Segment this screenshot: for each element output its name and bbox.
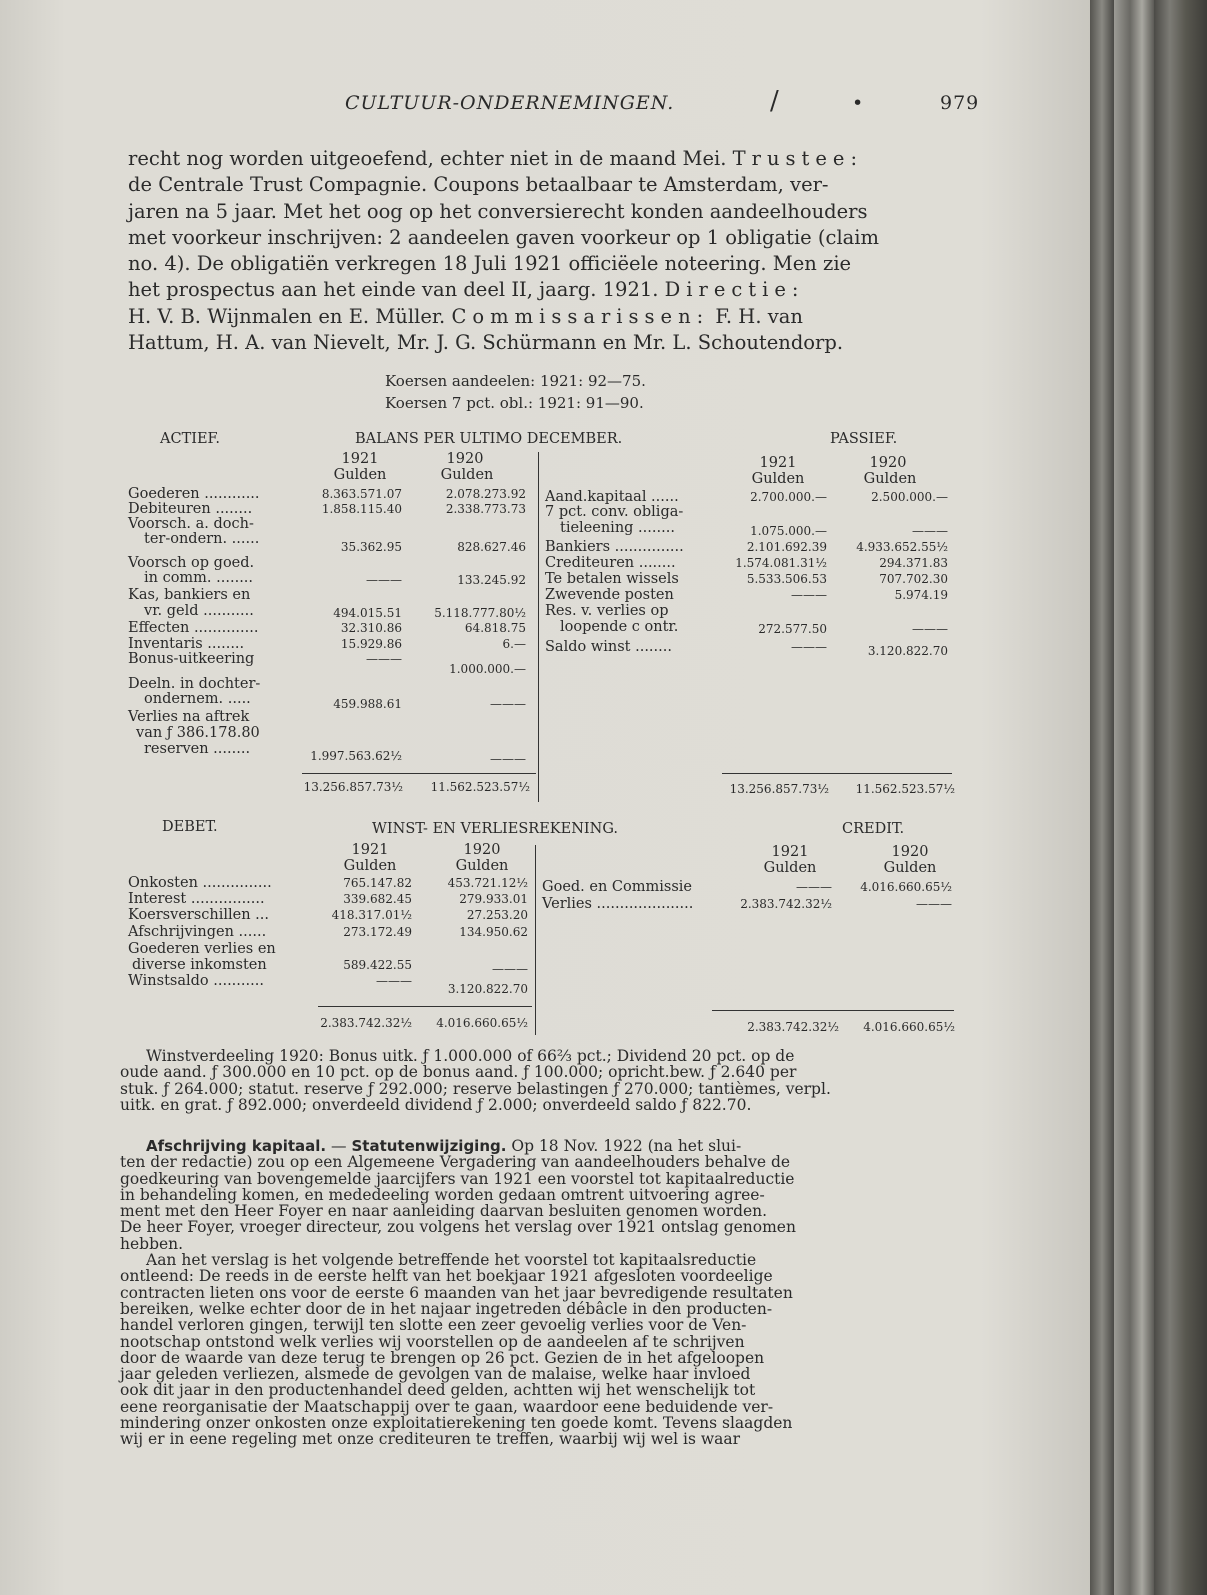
actief-total-1920: 11.562.523.57½	[430, 780, 530, 794]
section-line: ten der redactie) zou op een Algemeene Vergadering van aandeelhouders behalve de	[120, 1153, 791, 1172]
column-rule	[535, 845, 536, 1035]
winst-title: WINST- EN VERLIESREKENING.	[372, 821, 618, 837]
actief-value-1920: 2.078.273.92	[445, 487, 526, 501]
debet-value-1921: 418.317.01½	[331, 908, 412, 922]
actief-value-1921: 8.363.571.07	[321, 487, 402, 501]
credit-total-1921: 2.383.742.32½	[747, 1020, 839, 1034]
intro-line: de Centrale Trust Compagnie. Coupons betaalbaar te Amsterdam, ver-	[128, 173, 829, 197]
passief-value-1921: ———	[791, 640, 827, 654]
col-unit: Gulden	[751, 471, 805, 487]
col-year: 1920	[446, 451, 484, 467]
actief-value-1921: 1.858.115.40	[321, 502, 402, 516]
actief-value-1921: 1.997.563.62½	[310, 749, 402, 763]
actief-value-1921: ———	[366, 573, 402, 587]
credit-value-1920: 4.016.660.65½	[860, 880, 952, 894]
intro-line: jaren na 5 jaar. Met het oog op het conversierecht konden aandeelhouders	[128, 199, 868, 223]
debet-label: Onkosten ...............	[128, 875, 272, 891]
section-line: goedkeuring van bovengemelde jaarcijfers van 1921 een voorstel tot kapitaalreductie	[120, 1169, 795, 1188]
passief-label: 7 pct. conv. obliga-	[545, 504, 684, 520]
intro-line: met voorkeur inschrijven: 2 aandeelen gaven voorkeur op 1 obligatie (claim	[128, 225, 880, 249]
intro-paragraph	[128, 146, 968, 356]
passief-value-1921: 5.533.506.53	[746, 572, 827, 586]
col-unit: Gulden	[333, 467, 387, 483]
afschrijving-section	[120, 1138, 960, 1448]
debet-value-1921: 273.172.49	[343, 925, 412, 939]
koersen-aandeelen: Koersen aandeelen: 1921: 92—75.	[385, 372, 646, 390]
passief-value-1921: 1.075.000.—	[750, 524, 827, 538]
section-line: hebben.	[120, 1234, 184, 1253]
pencil-mark: /	[770, 86, 780, 116]
koersen-obligaties: Koersen 7 pct. obl.: 1921: 91—90.	[385, 394, 644, 412]
credit-value-1921: ———	[796, 880, 832, 894]
actief-value-1921: 459.988.61	[333, 697, 402, 711]
running-header: CULTUUR-ONDERNEMINGEN.	[345, 92, 675, 114]
col-year: 1921	[341, 451, 379, 467]
actief-label: Effecten ..............	[128, 620, 259, 636]
actief-value-1920: 6.—	[502, 637, 526, 651]
col-unit: Gulden	[440, 467, 494, 483]
debet-value-1920: ———	[492, 962, 528, 976]
page-number: 979	[940, 92, 980, 114]
actief-value-1920: 1.000.000.—	[449, 662, 526, 676]
balans-title: BALANS PER ULTIMO DECEMBER.	[355, 431, 623, 447]
actief-label: Debiteuren ........	[128, 501, 253, 517]
passief-value-1921: 1.574.081.31½	[735, 556, 827, 570]
debet-value-1921: ———	[376, 974, 412, 988]
section-line: De heer Foyer, vroeger directeur, zou volgens het verslag over 1921 ontslag genomen	[120, 1218, 796, 1237]
actief-label: in comm. ........	[144, 570, 254, 586]
debet-value-1920: 134.950.62	[459, 925, 528, 939]
debet-value-1920: 453.721.12½	[447, 876, 528, 890]
note-line: uitk. en grat. ƒ 892.000; onverdeeld dividend ƒ 2.000; onverdeeld saldo ƒ 822.70.	[120, 1095, 752, 1114]
col-year: 1920	[891, 844, 929, 860]
debet-heading: DEBET.	[162, 819, 218, 835]
section-line: ment met den Heer Foyer en naar aanleiding daarvan besluiten genomen worden.	[120, 1202, 768, 1221]
section-heading: Afschrijving kapitaal.	[146, 1137, 327, 1155]
debet-value-1921: 339.682.45	[343, 892, 412, 906]
intro-line: Hattum, H. A. van Nievelt, Mr. J. G. Schürmann en Mr. L. Schoutendorp.	[128, 331, 844, 355]
debet-total-1921: 2.383.742.32½	[320, 1016, 412, 1030]
section-line: contracten lieten ons voor de eerste 6 maanden van het jaar bevredigende resultaten	[120, 1283, 793, 1302]
actief-label: Deeln. in dochter-	[128, 676, 261, 692]
section-line: nootschap ontstond welk verlies wij voorstellen op de aandeelen af te schrijven	[120, 1332, 745, 1351]
debet-value-1921: 765.147.82	[343, 876, 412, 890]
intro-line: recht nog worden uitgeoefend, echter niet in de maand Mei. Trustee:	[128, 147, 864, 170]
debet-value-1920: 3.120.822.70	[447, 982, 528, 996]
winstverdeeling-note	[120, 1048, 960, 1113]
note-line: stuk. ƒ 264.000; statut. reserve ƒ 292.000; reserve belastingen ƒ 270.000; tantièmes, verpl.	[120, 1079, 831, 1098]
actief-label: Inventaris ........	[128, 636, 245, 652]
passief-label: Crediteuren ........	[545, 555, 676, 571]
actief-label: van ƒ 386.178.80	[136, 725, 260, 741]
passief-value-1921: 272.577.50	[758, 622, 827, 636]
passief-value-1920: 707.702.30	[879, 572, 948, 586]
passief-value-1921: ———	[791, 588, 827, 602]
actief-label: Kas, bankiers en	[128, 587, 251, 603]
col-unit: Gulden	[455, 858, 509, 874]
debet-label: diverse inkomsten	[132, 957, 267, 973]
actief-total-1921: 13.256.857.73½	[303, 780, 403, 794]
ink-dot: •	[852, 92, 865, 114]
section-line: in behandeling komen, en mededeeling worden gedaan omtrent uitvoering agree-	[120, 1185, 765, 1204]
actief-value-1921: 15.929.86	[340, 637, 402, 651]
credit-label: Verlies .....................	[542, 896, 694, 912]
col-year: 1921	[351, 842, 389, 858]
passief-value-1920: ———	[912, 622, 948, 636]
passief-value-1920: 2.500.000.—	[871, 490, 948, 504]
actief-label: Goederen ............	[128, 486, 260, 502]
total-rule	[318, 1006, 532, 1007]
section-line: ontleend: De reeds in de eerste helft van het boekjaar 1921 afgesloten voordeelige	[120, 1267, 773, 1286]
passief-label: Res. v. verlies op	[545, 603, 669, 619]
passief-label: Saldo winst ........	[545, 639, 672, 655]
note-line: oude aand. ƒ 300.000 en 10 pct. op de bonus aand. ƒ 100.000; opricht.bew. ƒ 2.640 per	[120, 1063, 797, 1082]
actief-value-1921: 32.310.86	[340, 621, 402, 635]
actief-label: Voorsch op goed.	[128, 555, 255, 571]
passief-heading: PASSIEF.	[830, 431, 898, 447]
page-edge	[1154, 0, 1207, 1595]
section-line: ook dit jaar in den productenhandel deed gelden, achtten wij het wenschelijk tot	[120, 1381, 756, 1400]
actief-value-1921: 494.015.51	[333, 606, 402, 620]
actief-label: ter-ondern. ......	[144, 531, 260, 547]
section-line: mindering onzer onkosten onze exploitatierekening ten goede komt. Tevens slaagden	[120, 1414, 793, 1433]
passief-label: tieleening ........	[560, 520, 675, 536]
debet-total-1920: 4.016.660.65½	[436, 1016, 528, 1030]
actief-heading: ACTIEF.	[160, 431, 220, 447]
passief-value-1920: 294.371.83	[879, 556, 948, 570]
section-line: Aan het verslag is het volgende betreffende het voorstel tot kapitaalsreductie	[146, 1251, 757, 1270]
note-line: Winstverdeeling 1920: Bonus uitk. ƒ 1.000.000 of 66⅔ pct.; Dividend 20 pct. op de	[146, 1047, 795, 1065]
total-rule	[302, 773, 536, 774]
passief-label: Zwevende posten	[545, 587, 674, 603]
section-line: handel verloren gingen, terwijl ten slotte een zeer gevoelig verlies voor de Ven-	[120, 1316, 747, 1335]
actief-label: reserven ........	[144, 741, 251, 757]
debet-label: Winstsaldo ...........	[128, 973, 264, 989]
passief-value-1921: 2.101.692.39	[746, 540, 827, 554]
actief-label: Voorsch. a. doch-	[128, 516, 254, 532]
credit-heading: CREDIT.	[842, 821, 905, 837]
actief-label: vr. geld ...........	[144, 603, 254, 619]
passief-label: Te betalen wissels	[545, 571, 679, 587]
debet-value-1921: 589.422.55	[343, 958, 412, 972]
col-unit: Gulden	[863, 471, 917, 487]
credit-total-1920: 4.016.660.65½	[863, 1020, 955, 1034]
actief-value-1921: 35.362.95	[340, 540, 402, 554]
passief-value-1920: 5.974.19	[894, 588, 948, 602]
section-line: wij er in eene regeling met onze crediteuren te treffen, waarbij wij wel is waar	[120, 1430, 741, 1449]
col-year: 1920	[463, 842, 501, 858]
intro-line: het prospectus aan het einde van deel II, jaarg. 1921. Directie:	[128, 278, 805, 302]
debet-label: Koersverschillen ...	[128, 907, 269, 923]
passief-label: Bankiers ...............	[545, 539, 684, 555]
actief-label: Verlies na aftrek	[128, 709, 250, 725]
actief-value-1920: 5.118.777.80½	[434, 606, 526, 620]
col-year: 1921	[771, 844, 809, 860]
actief-value-1921: ———	[366, 652, 402, 666]
actief-value-1920: 64.818.75	[464, 621, 526, 635]
section-first-line: Afschrijving kapitaal. — Statutenwijziging. Op 18 Nov. 1922 (na het slui-	[146, 1137, 742, 1155]
actief-value-1920: ———	[490, 752, 526, 766]
col-unit: Gulden	[883, 860, 937, 876]
passief-total-1921: 13.256.857.73½	[729, 782, 829, 796]
section-line: bereiken, welke echter door de in het najaar ingetreden débâcle in den producten-	[120, 1299, 773, 1318]
passief-value-1921: 2.700.000.—	[750, 490, 827, 504]
section-heading: Statutenwijziging.	[351, 1137, 507, 1155]
intro-line: no. 4). De obligatiën verkregen 18 Juli 1921 officiëele noteering. Men zie	[128, 252, 852, 276]
actief-label: ondernem. .....	[144, 691, 251, 707]
passief-label: Aand.kapitaal ......	[545, 489, 679, 505]
passief-value-1920: ———	[912, 524, 948, 538]
col-unit: Gulden	[763, 860, 817, 876]
passief-value-1920: 4.933.652.55½	[856, 540, 948, 554]
intro-line: H. V. B. Wijnmalen en E. Müller. Commissarissen: F. H. van	[128, 304, 803, 328]
section-line: door de waarde van deze terug te brengen op 26 pct. Gezien de in het afgeloopen	[120, 1348, 765, 1367]
debet-label: Interest ................	[128, 891, 265, 907]
section-line: eene reorganisatie der Maatschappij over te gaan, waardoor eene beduidende ver-	[120, 1397, 774, 1416]
debet-label: Afschrijvingen ......	[128, 924, 267, 940]
credit-label: Goed. en Commissie	[542, 879, 692, 895]
col-year: 1921	[759, 455, 797, 471]
debet-label: Goederen verlies en	[128, 941, 276, 957]
col-year: 1920	[869, 455, 907, 471]
total-rule	[712, 1010, 954, 1011]
actief-value-1920: 828.627.46	[457, 540, 526, 554]
credit-value-1920: ———	[916, 897, 952, 911]
col-unit: Gulden	[343, 858, 397, 874]
actief-value-1920: 2.338.773.73	[445, 502, 526, 516]
credit-value-1921: 2.383.742.32½	[740, 897, 832, 911]
total-rule	[722, 773, 952, 774]
actief-label: Bonus-uitkeering	[128, 651, 255, 667]
passief-label: loopende c ontr.	[560, 619, 679, 635]
passief-value-1920: 3.120.822.70	[867, 644, 948, 658]
section-line: jaar geleden verliezen, alsmede de gevolgen van de malaise, welke haar invloed	[120, 1365, 751, 1384]
page-edge	[1090, 0, 1114, 1595]
debet-value-1920: 279.933.01	[459, 892, 528, 906]
passief-total-1920: 11.562.523.57½	[855, 782, 955, 796]
page-edge	[1114, 0, 1154, 1595]
actief-value-1920: ———	[490, 697, 526, 711]
actief-value-1920: 133.245.92	[457, 573, 526, 587]
debet-value-1920: 27.253.20	[466, 908, 528, 922]
column-rule	[538, 452, 539, 802]
